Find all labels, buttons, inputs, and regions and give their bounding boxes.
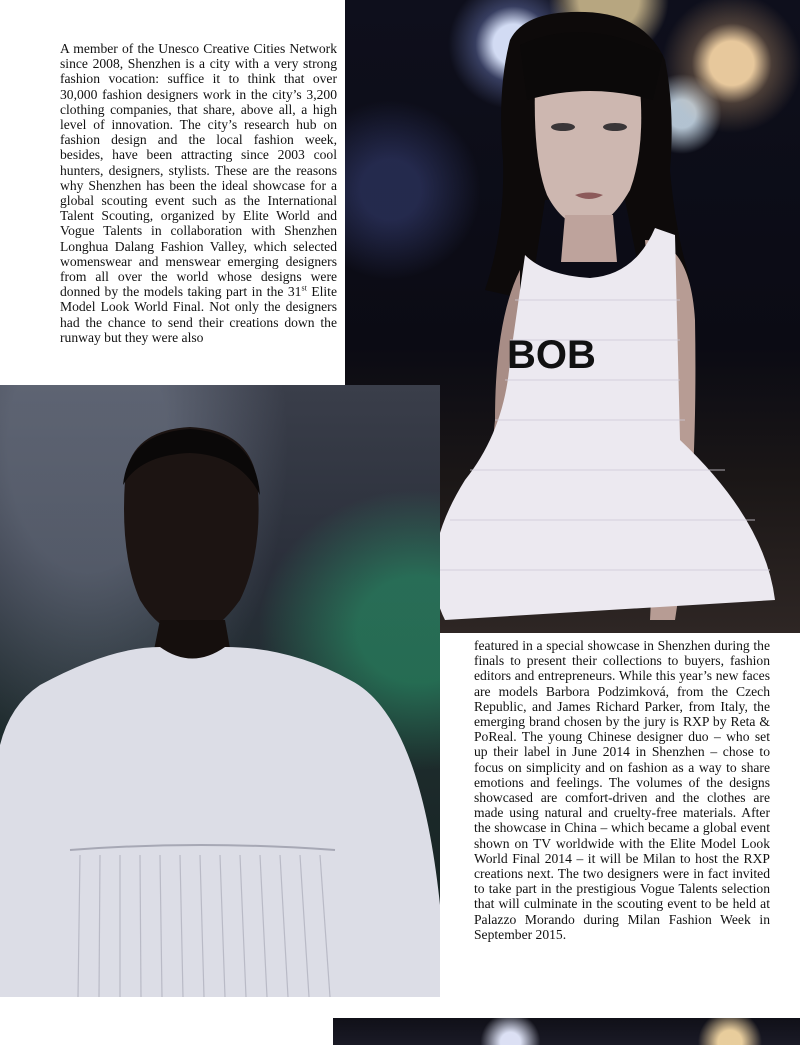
- white-top-illustration: [0, 385, 440, 997]
- article-text-part-a: A member of the Unesco Creative Cities Network since 2008, Shenzhen is a city with a very strong fashion vocation: suffice it to think that over 30,000 fashion designers work in the city’s 3,200 clothing companies, that share, above all, a high level of innovation. The city’s research hub on fashion design and the local fashion week, besides, have been attracting since 2003 cool hunters, designers, stylists. These are the reasons why Shenzhen has been the ideal showcase for a global scouting event such as the International Talent Scouting, organized by Elite World and Vogue Talents in collaboration with Shenzhen Longhua Dalang Fashion Valley, which selected womenswear and menswear emerging designers from all over the world whose designs were donned by the models taking part in the 31: [60, 41, 337, 300]
- article-text-column-2: [474, 638, 770, 1008]
- ordinal-suffix: st: [301, 283, 307, 293]
- photo-bottom-strip: [333, 1018, 800, 1045]
- article-text-paragraph-2: featured in a special showcase in Shenzhen during the finals to present their collections to buyers, fashion editors and entrepreneurs. While this year’s new faces are models Barbora Podzimková, from the Czech Republic, and James Richard Parker, from Italy, the emerging brand chosen by the jury is RXP by Reta & PoReal. The young Chinese designer duo – who set up their label in June 2014 in Shenzhen – chose to focus on simplicity and on fashion as a way to share emotions and feelings. The volumes of the designs showcased are comfort-driven and the clothes are made using natural and cruelty-free materials. After the showcase in China – which became a global event shown on TV worldwide with the Elite Model Look World Final 2014 – it will be Milan to host the RXP creations next. The two designers were in fact invited to take part in the prestigious Vogue Talents selection that will culminate in the scouting event to be held at Palazzo Morando during Milan Fashion Week in September 2015.: [474, 638, 770, 942]
- article-text-column-1: [60, 41, 337, 381]
- photo-model-white-top: [0, 385, 440, 997]
- article-text-part-b: Elite Model Look World Final. Not only the designers had the chance to send their creations down the runway but they were also: [60, 284, 337, 345]
- dress-print-text: BOB: [507, 333, 596, 377]
